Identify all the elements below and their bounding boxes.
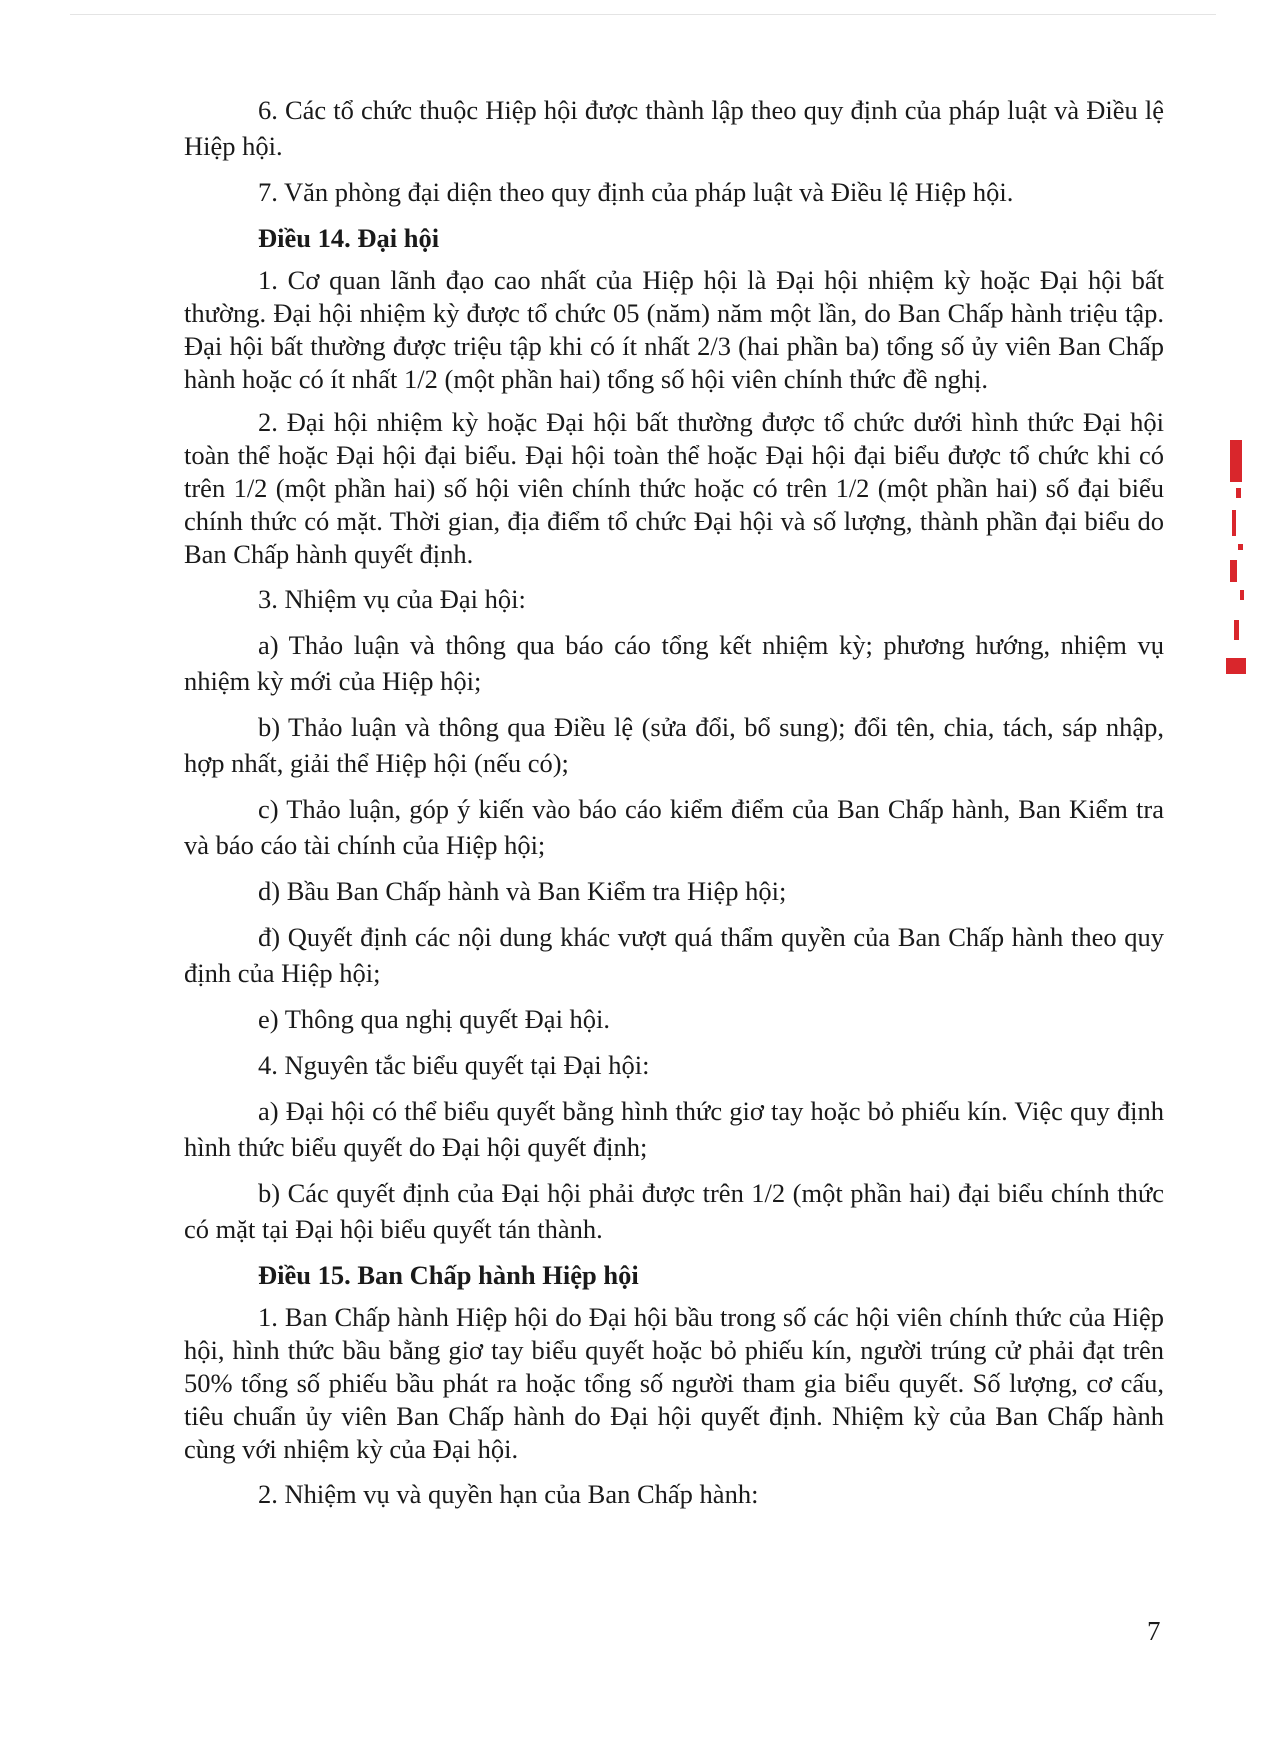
paragraph: e) Thông qua nghị quyết Đại hội.: [258, 1004, 611, 1034]
paragraph: 2. Đại hội nhiệm kỳ hoặc Đại hội bất thường được tổ chức dưới hình thức Đại hội toàn thể hoặc Đại hội đại biểu. Đại hội toàn thể hoặc Đại hội đại biểu được tổ chức khi có trên 1/2 (một phần hai) số hội viên chính thức hoặc có trên 1/2 (một phần hai) số đại biểu chính thức có mặt. Thời gian, địa điểm tổ chức Đại hội và số lượng, thành phần đại biểu do Ban Chấp hành quyết định.: [184, 407, 1164, 569]
paragraph: 7. Văn phòng đại diện theo quy định của pháp luật và Điều lệ Hiệp hội.: [258, 177, 1014, 207]
paragraph: b) Các quyết định của Đại hội phải được trên 1/2 (một phần hai) đại biểu chính thức có mặt tại Đại hội biểu quyết tán thành.: [184, 1178, 1164, 1244]
paragraph: 4. Nguyên tắc biểu quyết tại Đại hội:: [258, 1050, 650, 1080]
article-heading: Điều 15. Ban Chấp hành Hiệp hội: [258, 1260, 639, 1290]
page-number: 7: [1147, 1616, 1161, 1646]
paragraph: 3. Nhiệm vụ của Đại hội:: [258, 584, 526, 614]
paragraph: 2. Nhiệm vụ và quyền hạn của Ban Chấp hành:: [258, 1479, 759, 1509]
document-body: [184, 92, 1164, 1522]
paragraph: c) Thảo luận, góp ý kiến vào báo cáo kiểm điểm của Ban Chấp hành, Ban Kiểm tra và báo cáo tài chính của Hiệp hội;: [184, 794, 1164, 860]
red-stamp-edge: [1226, 440, 1248, 680]
paragraph: 6. Các tổ chức thuộc Hiệp hội được thành lập theo quy định của pháp luật và Điều lệ Hiệp hội.: [184, 95, 1164, 161]
paragraph: d) Bầu Ban Chấp hành và Ban Kiểm tra Hiệp hội;: [258, 876, 787, 906]
paragraph: b) Thảo luận và thông qua Điều lệ (sửa đổi, bổ sung); đổi tên, chia, tách, sáp nhập, hợp nhất, giải thể Hiệp hội (nếu có);: [184, 712, 1164, 778]
paragraph: a) Thảo luận và thông qua báo cáo tổng kết nhiệm kỳ; phương hướng, nhiệm vụ nhiệm kỳ mới của Hiệp hội;: [184, 630, 1164, 696]
paragraph: 1. Cơ quan lãnh đạo cao nhất của Hiệp hội là Đại hội nhiệm kỳ hoặc Đại hội bất thường. Đại hội nhiệm kỳ được tổ chức 05 (năm) năm một lần, do Ban Chấp hành triệu tập. Đại hội bất thường được triệu tập khi có ít nhất 2/3 (hai phần ba) tổng số ủy viên Ban Chấp hành hoặc có ít nhất 1/2 (một phần hai) tổng số hội viên chính thức đề nghị.: [184, 265, 1164, 394]
paragraph: đ) Quyết định các nội dung khác vượt quá thẩm quyền của Ban Chấp hành theo quy định của Hiệp hội;: [184, 922, 1164, 988]
article-heading: Điều 14. Đại hội: [258, 223, 440, 253]
paragraph: 1. Ban Chấp hành Hiệp hội do Đại hội bầu trong số các hội viên chính thức của Hiệp hội, hình thức bầu bằng giơ tay biểu quyết hoặc bỏ phiếu kín, người trúng cử phải đạt trên 50% tổng số phiếu bầu phát ra hoặc tổng số người tham gia biểu quyết. Số lượng, cơ cấu, tiêu chuẩn ủy viên Ban Chấp hành do Đại hội quyết định. Nhiệm kỳ của Ban Chấp hành cùng với nhiệm kỳ của Đại hội.: [184, 1302, 1164, 1464]
paragraph: a) Đại hội có thể biểu quyết bằng hình thức giơ tay hoặc bỏ phiếu kín. Việc quy định hình thức biểu quyết do Đại hội quyết định;: [184, 1096, 1164, 1162]
scan-edge-line: [70, 14, 1216, 15]
